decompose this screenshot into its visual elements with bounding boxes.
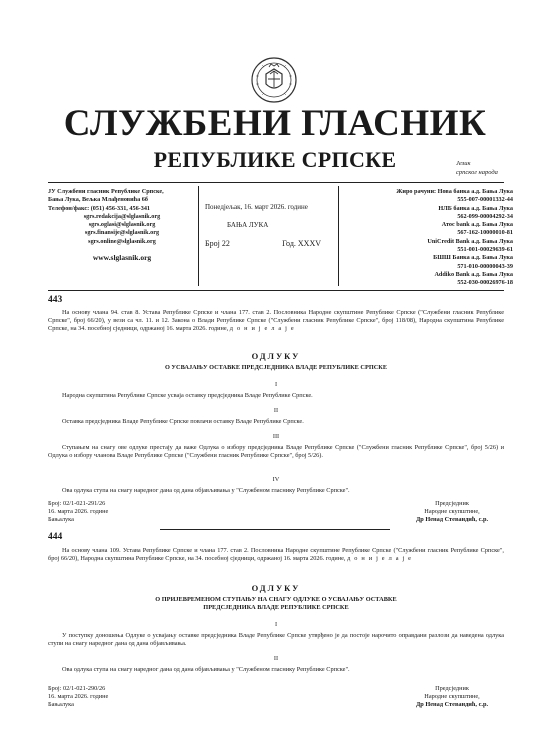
signer-body: Народне скупштине, bbox=[424, 692, 480, 700]
gazette-title: СЛУЖБЕНИ ГЛАСНИК bbox=[63, 103, 487, 144]
act-signature bbox=[400, 685, 504, 708]
signer-name: Др Ненад Стевандић, с.р. bbox=[415, 515, 489, 523]
section-text: Ступањем на снагу ове одлуке престају да важе Одлука о избору предсједника Владе Републике Српске ("Службени гласник Републике Српске", број 5/26) и Одлука о избору чланова Владе Републике Српске ("Службени гласник Републике Српске", број 5/26). bbox=[48, 444, 504, 460]
publisher-email[interactable]: sgrs.oglasi@slglasnik.org bbox=[88, 221, 156, 229]
header-divider-left bbox=[198, 186, 199, 286]
act-subhead: О ПРИЈЕВРЕМЕНОМ СТУПАЊУ НА СНАГУ ОДЛУКЕ О УСВАЈАЊУ ОСТАВКЕ bbox=[155, 596, 397, 603]
section-text: Оставка предсједника Владе Републике Српске повлачи оставку Владе Републике Српске. bbox=[62, 418, 304, 425]
act-reference bbox=[48, 500, 108, 523]
language-note-line1: Језик bbox=[456, 160, 471, 167]
section-numeral: I bbox=[274, 621, 278, 628]
act-preamble bbox=[48, 547, 504, 563]
act-headline: ОДЛУКУ bbox=[251, 351, 301, 361]
signer-role: Предсједник bbox=[435, 685, 469, 692]
ref-number: Број: 02/1-021-290/26 bbox=[48, 685, 106, 692]
issue-date: Понедјељак, 16. март 2026. године bbox=[205, 203, 308, 211]
account-line: БШШ Банка а.д. Бања Лука bbox=[433, 254, 513, 262]
account-line: НЛБ банка а.д. Бања Лука bbox=[438, 204, 513, 212]
bank-accounts bbox=[343, 188, 513, 288]
section-numeral: II bbox=[273, 407, 279, 414]
issue-info bbox=[205, 203, 335, 248]
publisher-email[interactable]: sgrs.redakcija@slglasnik.org bbox=[83, 212, 161, 220]
issue-number: Број 22 bbox=[205, 239, 230, 248]
issue-city: БАЊА ЛУКА bbox=[227, 221, 269, 229]
account-line: 562-099-00004292-34 bbox=[457, 212, 513, 220]
issue-year: Год. XXXV bbox=[282, 239, 321, 248]
section-numeral: III bbox=[272, 433, 280, 440]
account-line: 552-030-00026976-18 bbox=[457, 279, 513, 287]
account-line: Addiko Bank а.д. Бања Лука bbox=[434, 270, 513, 278]
section-numeral: II bbox=[273, 655, 279, 662]
account-line: Атос bank а.д. Бања Лука bbox=[441, 221, 513, 229]
act-separator bbox=[160, 529, 390, 530]
publisher-line: ЈУ Службени гласник Републике Српске, bbox=[48, 188, 164, 195]
act-subhead: О УСВАЈАЊУ ОСТАВКЕ ПРЕДСЈЕДНИКА ВЛАДЕ РЕПУБЛИКЕ СРПСКЕ bbox=[164, 364, 388, 371]
publisher-website-link[interactable]: www.slglasnik.org bbox=[92, 253, 152, 263]
section-text: Ова одлука ступа на снагу наредног дана од дана објављивања у "Службеном гласнику Републике Српске". bbox=[62, 487, 350, 494]
act-headline: ОДЛУКУ bbox=[251, 583, 301, 593]
section-text: Народна скупштина Републике Српске усваја оставку предсједника Владе Републике Српске. bbox=[62, 392, 313, 399]
signer-role: Предсједник bbox=[435, 500, 469, 507]
coat-of-arms-emblem bbox=[250, 56, 298, 104]
publisher-line: Бања Лука, Вељка Млађеновића 6б bbox=[48, 196, 148, 204]
gazette-subtitle: РЕПУБЛИКЕ СРПСКЕ bbox=[153, 147, 397, 172]
ref-city: Бањалука bbox=[48, 515, 74, 523]
account-line: 551-001-00029639-61 bbox=[457, 246, 513, 254]
act-preamble-verb: д о н и ј е л а ј е bbox=[347, 555, 413, 563]
account-line: UniCredit Bank а.д. Бања Лука bbox=[427, 237, 513, 245]
publisher-email[interactable]: sgrs.online@slglasnik.org bbox=[88, 237, 156, 245]
act-subhead: ПРЕДСЈЕДНИКА ВЛАДЕ РЕПУБЛИКЕ СРПСКЕ bbox=[203, 604, 349, 611]
section-text: У поступку доношења Одлуке о усвајању оставке предсједника Владе Републике Српске утврђено је да постоје нарочито оправдани разлози да наведена одлука ступи на снагу наредног дана од дана објављивања. bbox=[48, 632, 504, 648]
account-line: Жиро рачуни: Нова банка а.д. Бања Лука bbox=[396, 188, 513, 195]
publisher-line: Телефон/факс: (051) 456-331, 456-341 bbox=[48, 204, 151, 212]
act-reference bbox=[48, 685, 108, 708]
ref-date: 16. марта 2026. године bbox=[48, 692, 109, 700]
language-note bbox=[456, 159, 498, 177]
publisher-info bbox=[48, 188, 196, 262]
section-text: Ова одлука ступа на снагу наредног дана од дана објављивања у "Службеном гласнику Републике Српске". bbox=[62, 666, 350, 673]
header-bottom-rule bbox=[48, 290, 504, 291]
section-numeral: IV bbox=[272, 476, 280, 483]
ref-date: 16. марта 2026. године bbox=[48, 507, 109, 515]
act-signature bbox=[400, 500, 504, 523]
header-top-rule bbox=[48, 182, 504, 183]
signer-name: Др Ненад Стевандић, с.р. bbox=[415, 700, 489, 708]
act-preamble-text: На основу члана 109. Устава Републике Српске и члана 177. став 2. Пословника Народне скупштине Републике Српске ("Службени гласник Републике Српске", број 66/20), Народна скупштина Републике Српске, на 34. посебној сједници, одржаној 16. марта 2026. године, bbox=[48, 547, 504, 563]
act-preamble bbox=[48, 309, 504, 334]
act-preamble-text: На основу члана 94. став 8. Устава Републике Српске и члана 177. став 2. Пословника Народне скупштине Републике Српске ("Службени гласник Републике Српске", број 66/20), у вези са чл. 11. и 12. Закона о Влади Републике Српске ("Службени гласник Републике Српске", број 118/08), Народна скупштина Републике Српске, на 34. посебној сједници, одржаној 16. марта 2026. године, bbox=[48, 309, 504, 333]
act-number: 443 bbox=[48, 295, 63, 305]
language-note-line2: српског народа bbox=[456, 169, 498, 176]
section-numeral: I bbox=[274, 381, 278, 388]
act-preamble-verb: д о н и ј е л а ј е bbox=[229, 325, 295, 333]
ref-city: Бањалука bbox=[48, 700, 74, 708]
ref-number: Број: 02/1-021-291/26 bbox=[48, 500, 106, 507]
account-line: 571-010-00000043-39 bbox=[457, 262, 513, 270]
account-line: 567-162-10000010-81 bbox=[457, 229, 513, 237]
signer-body: Народне скупштине, bbox=[424, 507, 480, 515]
account-line: 555-007-00001332-44 bbox=[457, 196, 513, 204]
header-divider-right bbox=[338, 186, 339, 286]
publisher-email[interactable]: sgrs.finansije@slglasnik.org bbox=[84, 229, 160, 237]
act-number: 444 bbox=[48, 532, 63, 542]
